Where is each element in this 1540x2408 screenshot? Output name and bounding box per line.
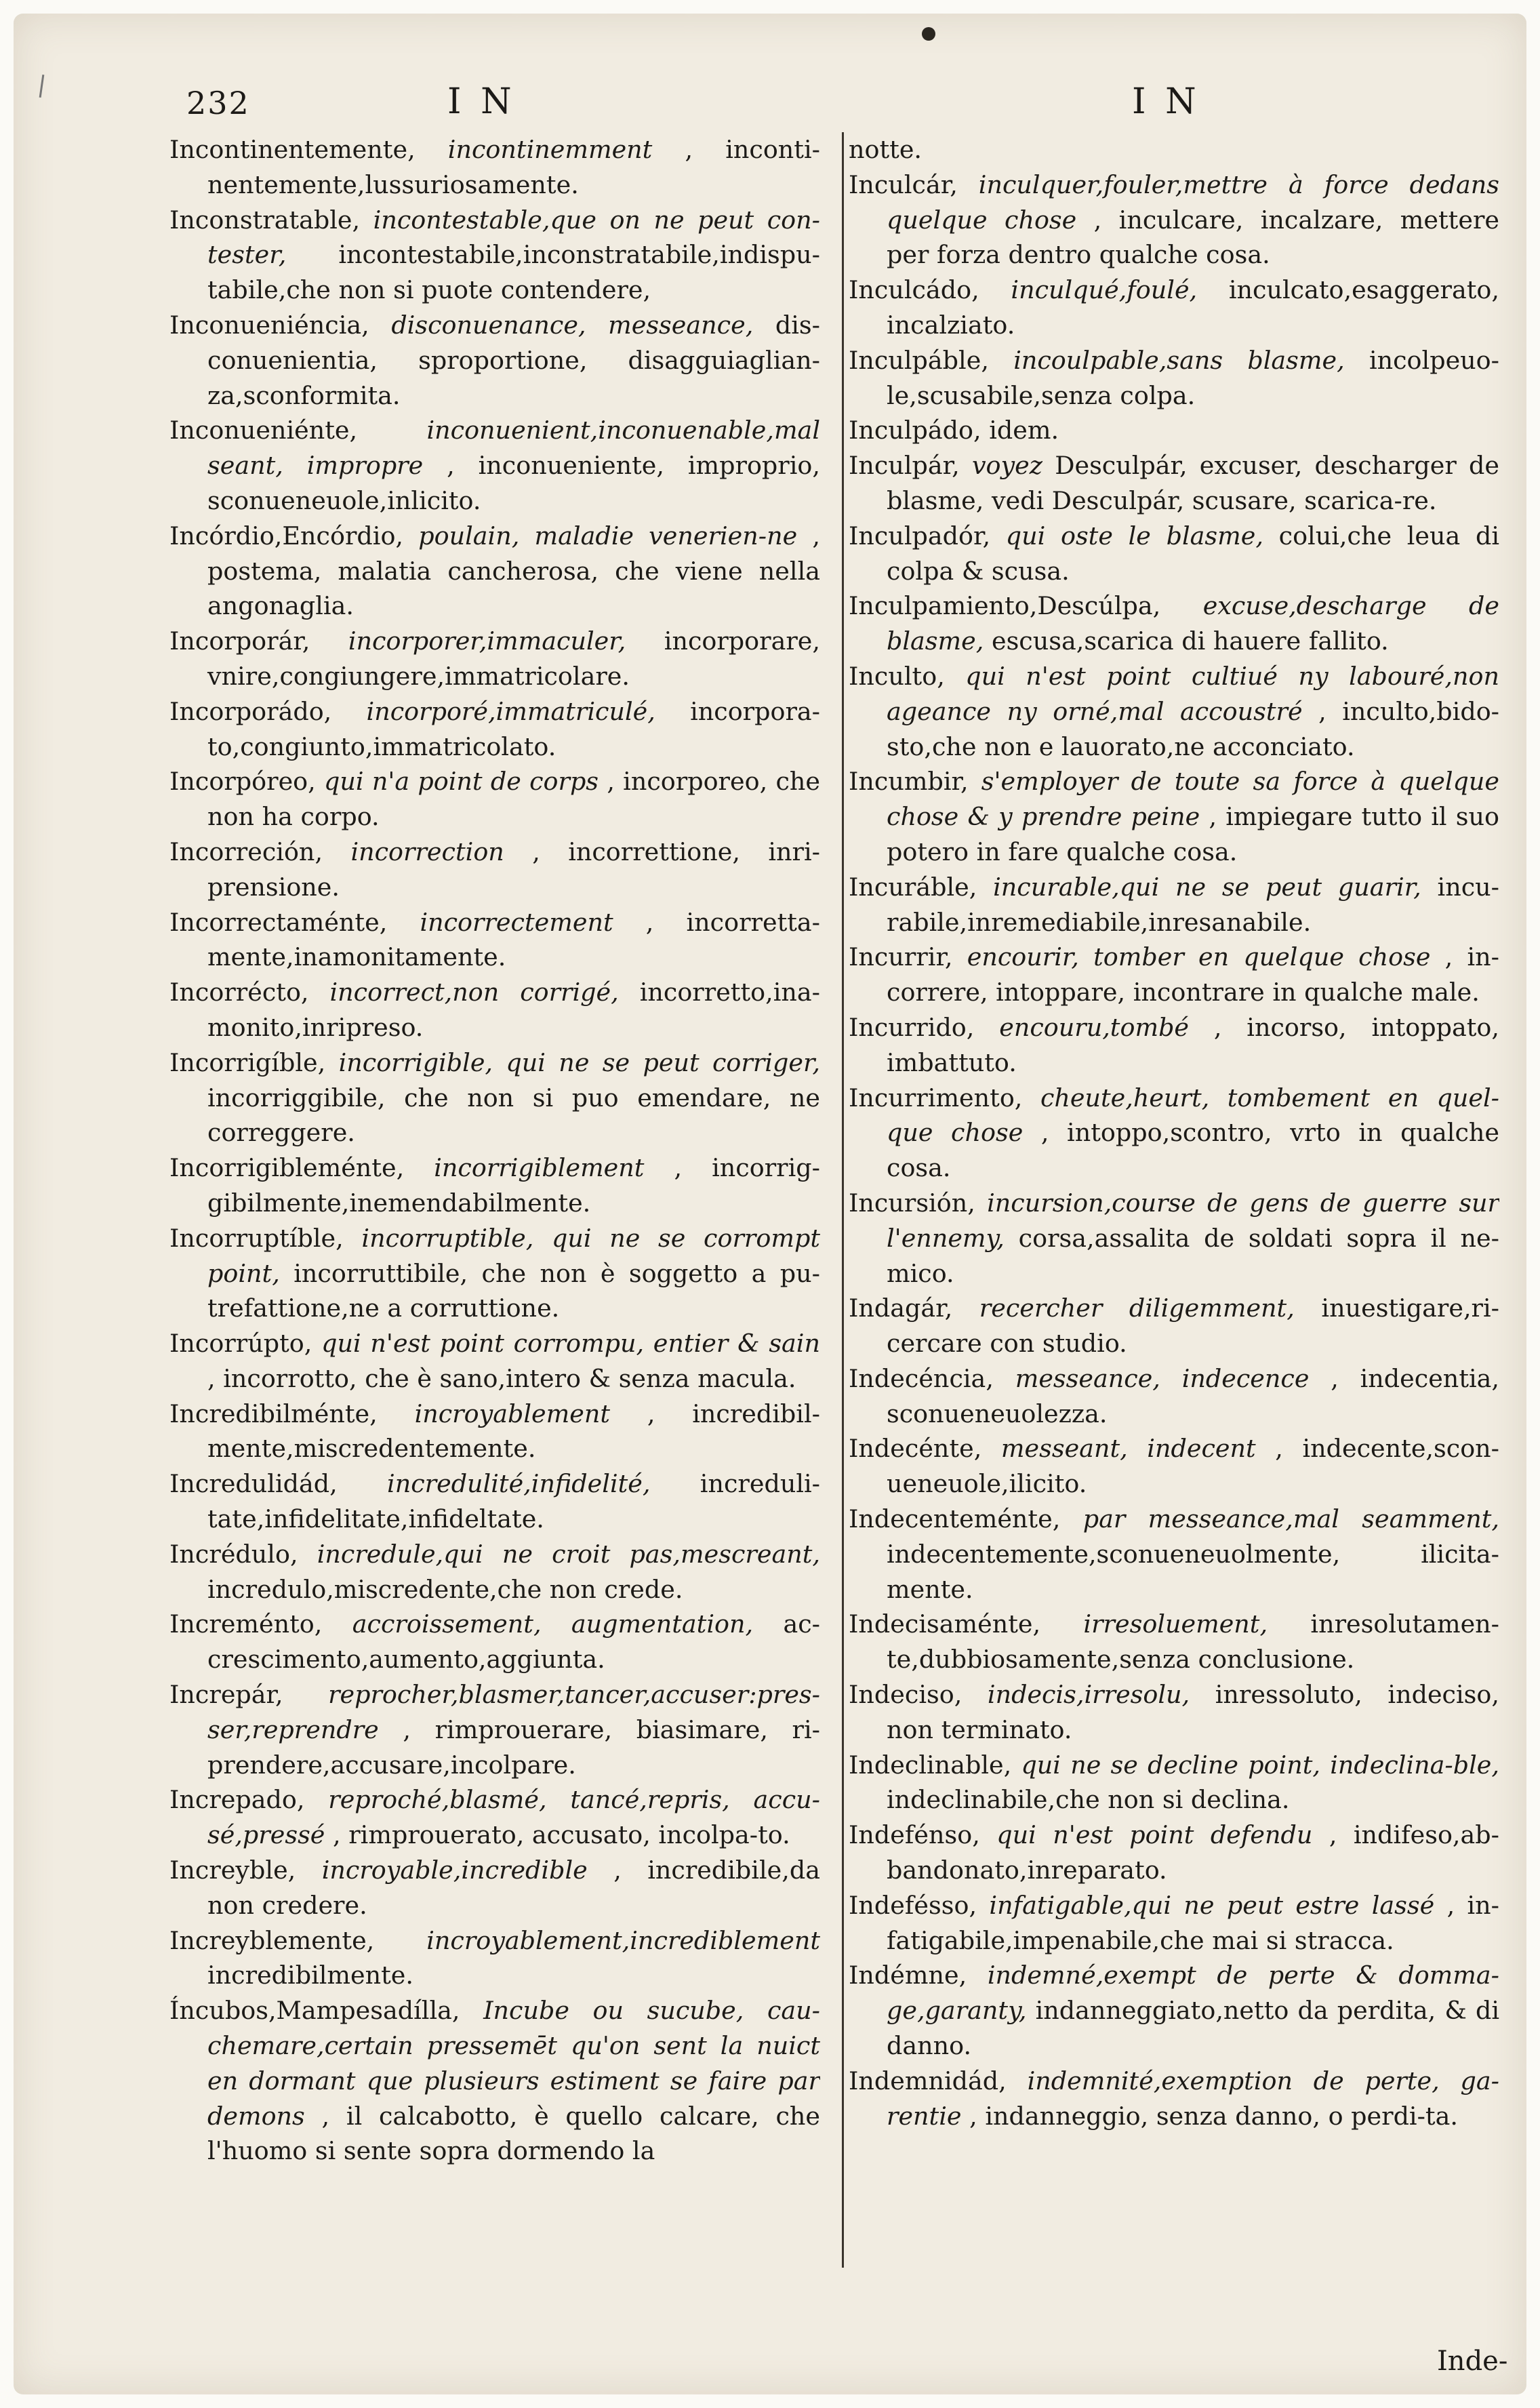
headword: Increménto, — [169, 1609, 323, 1639]
italian-gloss: , inculto,bido-sto,che non e lauorato,ne acconciato. — [887, 696, 1499, 761]
dictionary-entry — [169, 764, 820, 835]
headword: Íncubos,Mampesadílla, — [169, 1996, 460, 2026]
italian-gloss: , indifeso,ab-bandonato,inreparato. — [887, 1820, 1499, 1885]
dictionary-entry — [169, 519, 820, 624]
dictionary-entry — [849, 1010, 1499, 1081]
french-gloss: incoulpable,sans blasme, — [1013, 345, 1345, 375]
dictionary-entry — [849, 273, 1499, 343]
italian-gloss: incorruttibile, che non è soggetto a pu-trefattione,ne a corruttione. — [207, 1258, 820, 1323]
headword: Incrédulo, — [169, 1539, 298, 1569]
dictionary-entry — [849, 519, 1499, 589]
dictionary-entry — [849, 1186, 1499, 1291]
italian-gloss: , indecente,scon-ueneuole,ilicito. — [887, 1434, 1499, 1499]
italian-gloss: inuestigare,ri-cercare con studio. — [887, 1293, 1499, 1359]
headword: Inculpádo, — [849, 416, 981, 445]
italian-gloss: , inculcare, incalzare, mettere per forza dentro qualche cosa. — [887, 205, 1499, 270]
margin-mark — [39, 75, 45, 98]
french-gloss: incorrigible, qui ne se peut corriger, — [338, 1047, 820, 1077]
headword: Incredibilménte, — [169, 1399, 378, 1428]
italian-gloss: , impiegare tutto il suo potero in fare qualche cosa. — [887, 802, 1499, 866]
italian-gloss: incorpora-to,congiunto,immatricolato. — [207, 696, 820, 761]
headword: Incorrigíble, — [169, 1047, 326, 1077]
italian-gloss: dis-conuenientia, sproportione, disagguiaglian-za,sconformita. — [207, 310, 820, 410]
headword: Incorruptíble, — [169, 1223, 344, 1253]
french-gloss: inconuenient,inconuenable,mal seant, impropre — [207, 416, 820, 481]
french-gloss: incontestable,que on ne peut con-tester, — [207, 205, 820, 270]
french-gloss: incroyablement,incrediblement — [426, 1925, 820, 1955]
dictionary-entry — [849, 870, 1499, 940]
headword: Incorpóreo, — [169, 767, 316, 797]
italian-gloss: , il calcabotto, è quello calcare, che l'huomo si sente sopra dormendo la — [207, 2101, 820, 2166]
italian-gloss: , incorporeo, che non ha corpo. — [207, 767, 820, 832]
dictionary-entry — [169, 1853, 820, 1923]
italian-gloss: , intoppo,scontro, vrto in qualche cosa. — [887, 1118, 1499, 1183]
italian-gloss: , inconueniente, improprio, sconueneuole,inlicito. — [207, 451, 820, 515]
french-gloss: incroyable,incredible — [321, 1855, 588, 1885]
dictionary-entry — [849, 448, 1499, 519]
headword: Incurrimento, — [849, 1083, 1023, 1112]
french-gloss: messeant, indecent — [1000, 1434, 1256, 1464]
french-gloss: Incube ou sucube, cau-chemare,certain pressemēt qu'on sent la nuict en dormant que plusieurs estiment se faire par demons — [207, 1996, 820, 2131]
french-gloss: recercher diligemment, — [979, 1293, 1295, 1323]
italian-gloss: , incredibil-mente,miscredentemente. — [207, 1399, 820, 1464]
dictionary-entry — [849, 1081, 1499, 1186]
dictionary-entry — [169, 1397, 820, 1467]
headword: Incurrido, — [849, 1012, 975, 1042]
ink-dot — [922, 27, 935, 41]
dictionary-entry — [169, 1782, 820, 1853]
french-gloss: qui n'est point corrompu, entier & sain — [321, 1329, 820, 1359]
italian-gloss: , postema, malatia cancherosa, che viene nella angonaglia. — [207, 521, 820, 621]
italian-gloss: incontestabile,inconstratabile,indispu-tabile,che non si puote contendere, — [207, 240, 820, 305]
headword: Increpado, — [169, 1785, 305, 1815]
italian-gloss: corsa,assalita de soldati sopra il ne-mico. — [887, 1223, 1499, 1288]
dictionary-entry — [849, 1291, 1499, 1361]
italian-gloss: , in-correre, intoppare, incontrare in qualche male. — [887, 942, 1499, 1007]
headword: Indefésso, — [849, 1890, 977, 1920]
dictionary-entry — [169, 132, 820, 203]
dictionary-entry — [849, 2064, 1499, 2134]
headword: Incorporár, — [169, 626, 310, 656]
headword: Incredulidád, — [169, 1469, 338, 1499]
column-rule — [842, 132, 844, 2268]
italian-gloss: , incorso, intoppato, imbattuto. — [887, 1012, 1499, 1077]
dictionary-entry — [849, 413, 1499, 448]
french-gloss: incorrect,non corrigé, — [329, 978, 619, 1007]
french-gloss: inculquer,fouler,mettre à force dedans quelque chose — [887, 169, 1499, 235]
dictionary-entry — [169, 1150, 820, 1221]
dictionary-entry — [849, 1361, 1499, 1432]
headword: Inconstratable, — [169, 205, 361, 235]
french-gloss: voyez — [971, 451, 1042, 481]
french-gloss: qui ne se decline point, indeclina-ble, — [1021, 1750, 1499, 1780]
italian-gloss: inressoluto, indeciso, non terminato. — [887, 1680, 1499, 1744]
headword: Incumbir, — [849, 767, 969, 797]
headword: Inculcár, — [849, 169, 958, 199]
headword: Inconueniéncia, — [169, 310, 369, 340]
french-gloss: incorrectement — [420, 907, 613, 937]
headword: Indemnidád, — [849, 2066, 1007, 2095]
headword: Incurrir, — [849, 942, 953, 972]
italian-gloss: , incorrotto, che è sano,intero & senza macula. — [207, 1363, 796, 1393]
dictionary-entry — [169, 1045, 820, 1150]
headword: Indecénte, — [849, 1434, 982, 1464]
headword: Incursión, — [849, 1188, 975, 1218]
book-page — [14, 14, 1526, 2394]
dictionary-entry — [169, 975, 820, 1045]
italian-gloss: , incorrettione, inri-prensione. — [207, 837, 820, 902]
italian-gloss: , in-fatigabile,impenabile,che mai si stracca. — [887, 1890, 1499, 1955]
right-column — [849, 132, 1499, 2390]
headword: Inconueniénte, — [169, 416, 358, 445]
dictionary-entry — [169, 1537, 820, 1607]
french-gloss: indecis,irresolu, — [987, 1680, 1190, 1710]
running-head-right: I N — [1132, 81, 1200, 122]
french-gloss: messeance, indecence — [1015, 1363, 1310, 1393]
dictionary-entry — [169, 308, 820, 413]
italian-gloss: escusa,scarica di hauere fallito. — [991, 626, 1389, 656]
italian-gloss: , indecentia, sconueneuolezza. — [887, 1363, 1499, 1428]
italian-gloss: indeclinabile,che non si declina. — [887, 1785, 1290, 1815]
dictionary-entry — [169, 1677, 820, 1782]
french-gloss: incursion,course de gens de guerre sur l'ennemy, — [887, 1188, 1499, 1253]
french-gloss: incorrection — [350, 837, 504, 866]
italian-gloss: , incorrig-gibilmente,inemendabilmente. — [207, 1153, 820, 1218]
italian-gloss: ac-crescimento,aumento,aggiunta. — [207, 1609, 820, 1674]
dictionary-entry — [849, 1677, 1499, 1748]
headword: Inculpár, — [849, 451, 960, 481]
headword: Incorrécto, — [169, 978, 309, 1007]
dictionary-entry — [849, 764, 1499, 869]
italian-gloss: , inconti-nentemente,lussuriosamente. — [207, 135, 820, 199]
french-gloss: infatigable,qui ne peut estre lassé — [989, 1890, 1435, 1920]
dictionary-entry — [169, 413, 820, 518]
headword: Indagár, — [849, 1293, 953, 1323]
italian-gloss: increduli-tate,infidelitate,infideltate. — [207, 1469, 820, 1534]
headword: Incorrigibleménte, — [169, 1153, 405, 1183]
headword: Incorreción, — [169, 837, 323, 866]
headword: Incorporádo, — [169, 696, 332, 726]
italian-gloss: incorporare, vnire,congiungere,immatricolare. — [207, 626, 820, 691]
italian-gloss: indecentemente,sconueneuolmente, ilicita-mente. — [887, 1539, 1499, 1604]
headword: Indecenteménte, — [849, 1504, 1061, 1534]
french-gloss: incurable,qui ne se peut guarir, — [993, 872, 1421, 902]
headword: Indeclinable, — [849, 1750, 1012, 1780]
dictionary-entry — [849, 1818, 1499, 1888]
headword: Increpár, — [169, 1680, 283, 1710]
italian-gloss: , incredibile,da non credere. — [207, 1855, 820, 1920]
headword: Indémne, — [849, 1961, 967, 1990]
french-gloss: incorporer,immaculer, — [348, 626, 626, 656]
headword: Indeciso, — [849, 1680, 963, 1710]
catchword: Inde- — [1437, 2346, 1508, 2377]
headword: Inculpamiento,Descúlpa, — [849, 591, 1161, 621]
italian-gloss: incu-rabile,inremediabile,inresanabile. — [887, 872, 1499, 937]
headword: Indefénso, — [849, 1820, 980, 1850]
french-gloss: encouru,tombé — [999, 1012, 1190, 1042]
italian-gloss: incorretto,ina-monito,inripreso. — [207, 978, 820, 1042]
headword: Incórdio,Encórdio, — [169, 521, 404, 550]
dictionary-entry — [169, 1993, 820, 2169]
french-gloss: incroyablement — [414, 1399, 611, 1428]
left-column — [169, 132, 820, 2390]
dictionary-entry — [849, 940, 1499, 1010]
dictionary-entry — [849, 588, 1499, 659]
french-gloss: cheute,heurt, tombement en quel-que chose — [887, 1083, 1499, 1148]
headword: Indecisaménte, — [849, 1609, 1041, 1639]
dictionary-entry — [169, 1923, 820, 1994]
french-gloss: encourir, tomber en quelque chose — [967, 942, 1431, 972]
dictionary-entry — [849, 1502, 1499, 1607]
headword: Inculpáble, — [849, 345, 989, 375]
french-gloss: s'employer de toute sa force à quelque chose & y prendre peine — [887, 767, 1499, 832]
italian-gloss: incolpeuo-le,scusabile,senza colpa. — [887, 345, 1499, 410]
french-gloss: qui n'est point defendu — [996, 1820, 1313, 1850]
french-gloss: incorrigiblement — [434, 1153, 645, 1183]
dictionary-entry — [169, 203, 820, 308]
french-gloss: incorporé,immatriculé, — [366, 696, 655, 726]
french-gloss: accroissement, augmentation, — [352, 1609, 754, 1639]
french-gloss: disconuenance, messeance, — [391, 310, 754, 340]
french-gloss: qui n'est point cultiué ny labouré,non ageance ny orné,mal accoustré — [887, 661, 1499, 726]
italian-gloss: Desculpár, excuser, descharger de blasme, vedi Desculpár, scusare, scarica-re. — [887, 451, 1499, 515]
italian-gloss: inresolutamen-te,dubbiosamente,senza conclusione. — [887, 1609, 1499, 1674]
italian-gloss: indanneggiato,netto da perdita, & di danno. — [887, 1996, 1499, 2061]
headword: Increyblemente, — [169, 1925, 375, 1955]
italian-gloss: incredulo,miscredente,che non crede. — [207, 1574, 683, 1604]
french-gloss: indemnité,exemption de perte, ga-rentie — [887, 2066, 1499, 2131]
french-gloss: reprocher,blasmer,tancer,accuser:pres-ser,reprendre — [207, 1680, 820, 1744]
headword: Indecéncia, — [849, 1363, 994, 1393]
dictionary-entry — [169, 1221, 820, 1326]
french-gloss: par messeance,mal seamment, — [1082, 1504, 1499, 1534]
french-gloss: poulain, maladie venerien-ne — [418, 521, 798, 550]
french-gloss: incredulité,infidelité, — [387, 1469, 651, 1499]
french-gloss: inculqué,foulé, — [1011, 275, 1198, 305]
french-gloss: qui n'a point de corps — [324, 767, 599, 797]
headword: Inculto, — [849, 661, 945, 691]
headword: Inculpadór, — [849, 521, 991, 550]
french-gloss: incontinemment — [447, 135, 653, 164]
headword: Inculcádo, — [849, 275, 979, 305]
french-gloss: reproché,blasmé, tancé,repris, accu-sé,pressé — [207, 1785, 820, 1850]
headword: Incontinentemente, — [169, 135, 416, 164]
headword: Incuráble, — [849, 872, 977, 902]
dictionary-entry — [849, 659, 1499, 764]
dictionary-entry — [849, 343, 1499, 414]
italian-gloss: incorriggibile, che non si puo emendare, ne correggere. — [207, 1083, 820, 1148]
french-gloss: incredule,qui ne croit pas,mescreant, — [317, 1539, 820, 1569]
italian-gloss: colui,che leua di colpa & scusa. — [887, 521, 1499, 586]
italian-gloss: incredibilmente. — [207, 1961, 414, 1990]
dictionary-entry — [169, 905, 820, 976]
french-gloss: incorruptible, qui ne se corrompt point, — [207, 1223, 820, 1288]
page-number: 232 — [186, 85, 250, 121]
headword: Incorrúpto, — [169, 1329, 312, 1359]
dictionary-entry — [849, 1958, 1499, 2063]
french-gloss: irresoluement, — [1083, 1609, 1268, 1639]
dictionary-entry — [169, 1607, 820, 1677]
italian-gloss: idem. — [989, 416, 1059, 445]
italian-gloss: , indanneggio, senza danno, o perdi-ta. — [969, 2101, 1458, 2131]
dictionary-entry — [169, 835, 820, 905]
dictionary-entry — [849, 1748, 1499, 1818]
italian-gloss: notte. — [849, 135, 923, 164]
dictionary-entry — [849, 1431, 1499, 1502]
dictionary-entry — [169, 1466, 820, 1537]
italian-gloss: , rimprouerato, accusato, incolpa-to. — [333, 1820, 790, 1850]
dictionary-entry — [169, 694, 820, 765]
running-head-left: I N — [447, 81, 516, 122]
italian-gloss: , incorretta-mente,inamonitamente. — [207, 907, 820, 972]
dictionary-entry — [849, 1607, 1499, 1677]
french-gloss: excuse,descharge de blasme, — [887, 591, 1499, 656]
french-gloss: indemné,exempt de perte & domma-ge,garanty, — [887, 1961, 1499, 2026]
french-gloss: qui oste le blasme, — [1005, 521, 1263, 550]
headword: Increyble, — [169, 1855, 296, 1885]
italian-gloss: inculcato,esaggerato, incalziato. — [887, 275, 1499, 340]
dictionary-entry — [849, 1888, 1499, 1959]
dictionary-entry — [169, 1326, 820, 1397]
dictionary-entry — [169, 624, 820, 694]
dictionary-entry — [849, 167, 1499, 273]
dictionary-entry — [849, 132, 1499, 167]
headword: Incorrectaménte, — [169, 907, 388, 937]
italian-gloss: , rimprouerare, biasimare, ri-prendere,accusare,incolpare. — [207, 1714, 820, 1780]
